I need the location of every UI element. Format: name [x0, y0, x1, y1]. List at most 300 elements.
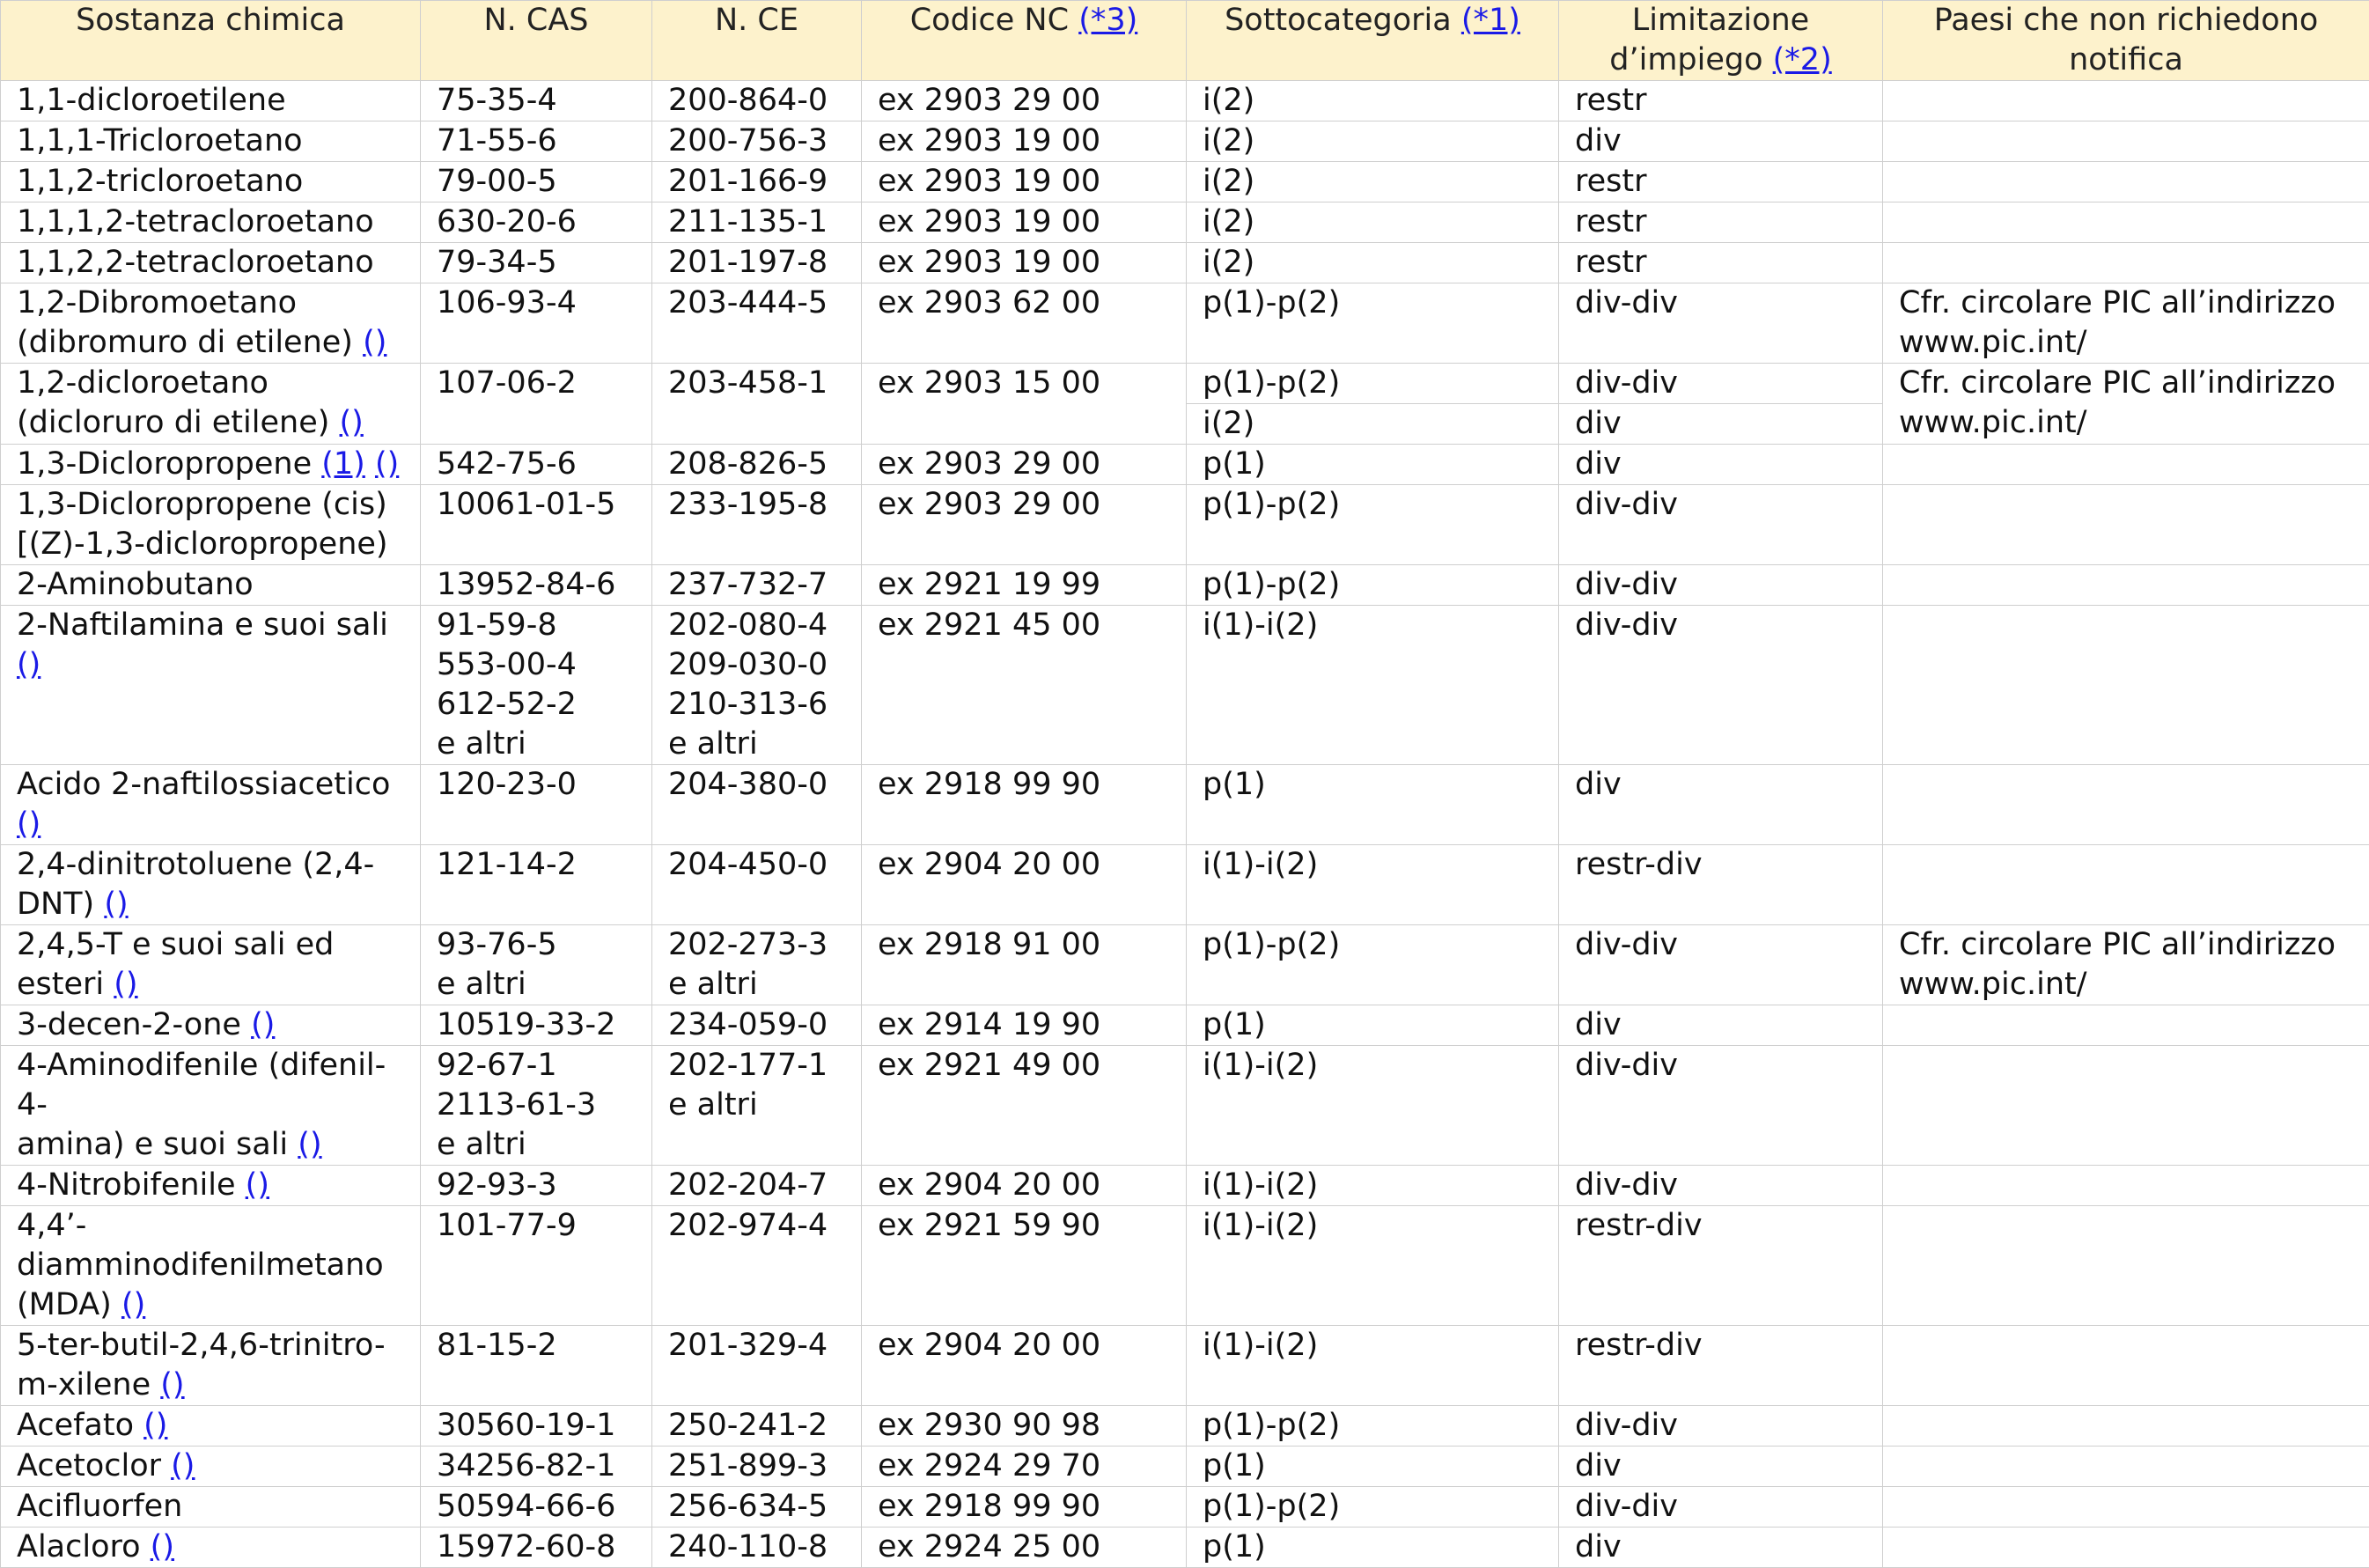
substance-name — [1, 606, 421, 765]
ce-number-line: 208-826-5 — [668, 445, 845, 484]
subcategory-value: p(1)-p(2) — [1203, 1408, 1340, 1443]
limitation — [1559, 1528, 1883, 1568]
cas-number-line: 2113-61-3 — [437, 1086, 636, 1125]
ce-number — [652, 485, 862, 565]
substance-name — [1, 845, 421, 925]
table-row — [1, 243, 2369, 283]
cas-number-line: 79-34-5 — [437, 243, 636, 283]
limitation-value: div — [1575, 1448, 1622, 1483]
limitation — [1559, 283, 1883, 364]
ce-number — [652, 1487, 862, 1528]
countries-note — [1883, 606, 2369, 765]
nc-code — [862, 565, 1187, 606]
footnote-link[interactable]: () — [104, 887, 128, 922]
substance-name-wrap — [17, 525, 404, 564]
subcategory-value: p(1) — [1203, 1529, 1266, 1564]
substance-name-line: [(Z)-1,3-dicloropropene) — [17, 526, 388, 562]
ce-number-line: 256-634-5 — [668, 1487, 845, 1527]
substance-name-line: Acido 2-naftilossiacetico — [17, 767, 390, 802]
subcategory-value: p(1)-p(2) — [1203, 927, 1340, 962]
subcategory — [1187, 1447, 1559, 1487]
substance-name-line: diamminodifenilmetano — [17, 1246, 404, 1285]
countries-note — [1883, 1528, 2369, 1568]
table-row — [1, 565, 2369, 606]
nc-code-value: ex 2903 19 00 — [878, 164, 1100, 199]
subcategory-value: p(1)-p(2) — [1203, 567, 1340, 602]
cas-number — [421, 1166, 652, 1206]
ce-number-line: 201-166-9 — [668, 162, 845, 202]
nc-code — [862, 81, 1187, 121]
cas-number — [421, 845, 652, 925]
limitation — [1559, 845, 1883, 925]
ce-number — [652, 845, 862, 925]
substance-name-wrap — [17, 565, 404, 605]
nc-code-value: ex 2930 90 98 — [878, 1408, 1100, 1443]
table-row — [1, 445, 2369, 485]
nc-code — [862, 1166, 1187, 1206]
ce-number-line: 240-110-8 — [668, 1528, 845, 1567]
header-substance-label: Sostanza chimica — [76, 3, 345, 38]
cas-number-line: 630-20-6 — [437, 202, 636, 242]
ce-number-line: e altri — [668, 725, 845, 764]
subcategory — [1187, 1005, 1559, 1046]
header-limitation — [1559, 1, 1883, 81]
footnote-link[interactable]: (1) — [321, 446, 365, 482]
nc-code-value: ex 2924 25 00 — [878, 1529, 1100, 1564]
nc-code — [862, 925, 1187, 1005]
ce-number-line: 209-030-0 — [668, 645, 845, 685]
limitation — [1559, 81, 1883, 121]
substance-name — [1, 1206, 421, 1326]
substance-name-line: 1,1,1,2-tetracloroetano — [17, 204, 374, 239]
subcategory-value: p(1) — [1203, 446, 1266, 482]
substance-name-wrap — [17, 965, 404, 1005]
footnote-link[interactable]: () — [251, 1007, 275, 1042]
substance-name-wrap — [17, 1125, 404, 1165]
cas-number — [421, 1326, 652, 1406]
ce-number-line: 250-241-2 — [668, 1406, 845, 1446]
limitation-value: div-div — [1575, 567, 1678, 602]
header-countries-label: Paesi che non richiedono — [1934, 3, 2319, 38]
substance-name — [1, 81, 421, 121]
nc-code-value: ex 2918 91 00 — [878, 927, 1100, 962]
substance-name-line: 1,1,2-tricloroetano — [17, 164, 303, 199]
nc-code — [862, 283, 1187, 364]
nc-code — [862, 485, 1187, 565]
ce-number-line: 202-177-1 — [668, 1046, 845, 1086]
ce-number — [652, 202, 862, 243]
nc-code — [862, 243, 1187, 283]
footnote-link-2[interactable]: (*2) — [1773, 42, 1832, 77]
substance-name — [1, 765, 421, 845]
nc-code-value: ex 2903 19 00 — [878, 245, 1100, 280]
nc-code — [862, 845, 1187, 925]
footnote-link[interactable]: () — [17, 647, 40, 682]
substance-name-line: 3-decen-2-one — [17, 1007, 241, 1042]
cas-number-line: 120-23-0 — [437, 765, 636, 805]
substance-name-line: 4-Nitrobifenile — [17, 1167, 236, 1203]
limitation — [1559, 1447, 1883, 1487]
substance-name — [1, 1528, 421, 1568]
nc-code-value: ex 2918 99 90 — [878, 767, 1100, 802]
substance-name-wrap — [17, 1447, 404, 1486]
table-row — [1, 1005, 2369, 1046]
substance-name-line: 1,3-Dicloropropene (cis) — [17, 485, 404, 525]
ce-number-line: 201-197-8 — [668, 243, 845, 283]
cas-number-line: e altri — [437, 965, 636, 1005]
ce-number-line: 200-756-3 — [668, 121, 845, 161]
cas-number-line: 553-00-4 — [437, 645, 636, 685]
limitation — [1559, 765, 1883, 845]
nc-code-value: ex 2914 19 90 — [878, 1007, 1100, 1042]
nc-code-value: ex 2903 29 00 — [878, 487, 1100, 522]
table-row — [1, 1046, 2369, 1166]
countries-note — [1883, 81, 2369, 121]
table-body — [1, 81, 2369, 1568]
cas-number-line: 121-14-2 — [437, 845, 636, 885]
subcategory — [1187, 1406, 1559, 1447]
substance-name-line: 1,2-dicloroetano — [17, 364, 404, 403]
footnote-link[interactable]: () — [114, 967, 137, 1002]
subcategory — [1187, 1046, 1559, 1166]
ce-number-line: 202-974-4 — [668, 1206, 845, 1246]
nc-code-value: ex 2904 20 00 — [878, 847, 1100, 882]
substance-name — [1, 283, 421, 364]
substance-name-line: 4,4’- — [17, 1206, 404, 1246]
substance-name — [1, 1326, 421, 1406]
countries-note-line: www.pic.int/ — [1899, 403, 2353, 443]
substance-name-wrap — [17, 121, 404, 161]
footnote-link[interactable]: () — [143, 1408, 167, 1443]
limitation — [1559, 1005, 1883, 1046]
substance-name-line: (dicloruro di etilene) — [17, 405, 329, 440]
footnote-link-1[interactable]: (*1) — [1461, 3, 1520, 38]
ce-number-line: 202-080-4 — [668, 606, 845, 645]
nc-code-value: ex 2921 59 90 — [878, 1208, 1100, 1243]
substance-name-line: 1,1-dicloroetilene — [17, 83, 286, 118]
substance-name-wrap — [17, 765, 404, 844]
cas-number-line: 612-52-2 — [437, 685, 636, 725]
footnote-link[interactable]: () — [160, 1367, 184, 1402]
ce-number — [652, 364, 862, 445]
substance-name — [1, 364, 421, 445]
cas-number — [421, 1406, 652, 1447]
cas-number-line: 79-00-5 — [437, 162, 636, 202]
footnote-link[interactable]: () — [121, 1287, 145, 1322]
ce-number-line: 203-458-1 — [668, 364, 845, 403]
limitation — [1559, 243, 1883, 283]
substance-name-line: Acifluorfen — [17, 1489, 182, 1524]
subcategory-value: i(2) — [1203, 245, 1254, 280]
limitation-value: restr — [1575, 83, 1647, 118]
nc-code-value: ex 2903 15 00 — [878, 365, 1100, 401]
limitation — [1559, 1046, 1883, 1166]
countries-note — [1883, 283, 2369, 364]
nc-code-value: ex 2921 19 99 — [878, 567, 1100, 602]
limitation-value: div — [1575, 1529, 1622, 1564]
limitation-value: div-div — [1575, 1167, 1678, 1203]
ce-number — [652, 121, 862, 162]
cas-number — [421, 243, 652, 283]
substance-name-line: Alacloro — [17, 1529, 141, 1564]
limitation — [1559, 1166, 1883, 1206]
cas-number-line: 81-15-2 — [437, 1326, 636, 1366]
countries-note — [1883, 845, 2369, 925]
ce-number-line: 200-864-0 — [668, 81, 845, 121]
ce-number-line: 210-313-6 — [668, 685, 845, 725]
limitation — [1559, 202, 1883, 243]
substance-name-wrap — [17, 1528, 404, 1567]
footnote-link[interactable]: () — [375, 446, 399, 482]
subcategory-value: p(1)-p(2) — [1203, 487, 1340, 522]
substance-name-wrap — [17, 81, 404, 121]
nc-code-value: ex 2903 19 00 — [878, 204, 1100, 239]
subcategory — [1187, 1166, 1559, 1206]
header-cas-label: N. CAS — [483, 3, 588, 38]
countries-note — [1883, 485, 2369, 565]
substance-name-line: (MDA) — [17, 1287, 112, 1322]
cas-number-line: 101-77-9 — [437, 1206, 636, 1246]
ce-number — [652, 1166, 862, 1206]
table-row — [1, 1447, 2369, 1487]
limitation-value: div-div — [1575, 607, 1678, 643]
limitation — [1559, 121, 1883, 162]
subcategory — [1187, 1326, 1559, 1406]
nc-code — [862, 364, 1187, 445]
substance-name-wrap — [17, 1366, 404, 1405]
substance-name-wrap — [17, 243, 404, 283]
limitation-value: div — [1575, 1007, 1622, 1042]
subcategory — [1187, 565, 1559, 606]
nc-code — [862, 162, 1187, 202]
nc-code-value: ex 2921 49 00 — [878, 1048, 1100, 1083]
countries-note-line: Cfr. circolare PIC all’indirizzo — [1899, 283, 2353, 323]
limitation-value: div — [1575, 446, 1622, 482]
subcategory — [1187, 845, 1559, 925]
ce-number-line: 204-450-0 — [668, 845, 845, 885]
substance-name-line: 2-Aminobutano — [17, 567, 254, 602]
substance-name-line: esteri — [17, 967, 104, 1002]
header-ce-label: N. CE — [715, 3, 798, 38]
cas-number — [421, 283, 652, 364]
substance-name — [1, 925, 421, 1005]
substance-name-line: 1,1,1-Tricloroetano — [17, 123, 303, 158]
subcategory-value: p(1)-p(2) — [1203, 285, 1340, 320]
substance-name-wrap — [17, 202, 404, 242]
substance-name — [1, 162, 421, 202]
substance-name-line: 4-Aminodifenile (difenil-4- — [17, 1046, 404, 1125]
nc-code — [862, 1206, 1187, 1326]
substance-name-line: DNT) — [17, 887, 94, 922]
ce-number — [652, 1206, 862, 1326]
cas-number — [421, 925, 652, 1005]
limitation-value: div-div — [1575, 285, 1678, 320]
cas-number — [421, 364, 652, 445]
ce-number — [652, 162, 862, 202]
footnote-link[interactable]: () — [298, 1127, 321, 1162]
countries-note — [1883, 565, 2369, 606]
countries-note-line: Cfr. circolare PIC all’indirizzo — [1899, 925, 2353, 965]
ce-number — [652, 1406, 862, 1447]
subcategory-value: i(1)-i(2) — [1203, 1048, 1318, 1083]
cas-number-line: 15972-60-8 — [437, 1528, 636, 1567]
subcategory — [1187, 1528, 1559, 1568]
subcategory-value: i(1)-i(2) — [1203, 1328, 1318, 1363]
countries-note — [1883, 445, 2369, 485]
substance-name — [1, 243, 421, 283]
limitation-value: div — [1575, 406, 1622, 441]
limitation-value: div-div — [1575, 365, 1678, 401]
cas-number — [421, 81, 652, 121]
limitation — [1559, 565, 1883, 606]
subcategory — [1187, 485, 1559, 565]
table-row — [1, 81, 2369, 121]
substance-name — [1, 202, 421, 243]
table-row — [1, 606, 2369, 765]
header-countries — [1883, 1, 2369, 81]
limitation-value: div-div — [1575, 1048, 1678, 1083]
ce-number — [652, 81, 862, 121]
cas-number — [421, 162, 652, 202]
countries-note — [1883, 1326, 2369, 1406]
ce-number-line: 201-329-4 — [668, 1326, 845, 1366]
subcategory-value: i(1)-i(2) — [1203, 847, 1318, 882]
cas-number — [421, 485, 652, 565]
table-row — [1, 1406, 2369, 1447]
subcategory — [1187, 404, 1559, 445]
limitation — [1559, 485, 1883, 565]
substance-name-line: amina) e suoi sali — [17, 1127, 288, 1162]
cas-number-line: 75-35-4 — [437, 81, 636, 121]
ce-number — [652, 1046, 862, 1166]
substance-name-wrap — [17, 885, 404, 924]
substance-name-wrap — [17, 1487, 404, 1527]
subcategory — [1187, 925, 1559, 1005]
table-row — [1, 485, 2369, 565]
header-limitation-label: Limitazione — [1632, 3, 1809, 38]
cas-number-line: 10519-33-2 — [437, 1005, 636, 1045]
nc-code-value: ex 2921 45 00 — [878, 607, 1100, 643]
nc-code — [862, 121, 1187, 162]
limitation — [1559, 1406, 1883, 1447]
cas-number-line: 107-06-2 — [437, 364, 636, 403]
cas-number-line: 92-67-1 — [437, 1046, 636, 1086]
footnote-link[interactable]: () — [17, 806, 40, 842]
limitation-value: div-div — [1575, 927, 1678, 962]
ce-number — [652, 283, 862, 364]
nc-code-value: ex 2904 20 00 — [878, 1328, 1100, 1363]
countries-note — [1883, 765, 2369, 845]
ce-number-line: 234-059-0 — [668, 1005, 845, 1045]
cas-number-line: e altri — [437, 1125, 636, 1165]
footnote-link[interactable]: () — [340, 405, 364, 440]
nc-code — [862, 1046, 1187, 1166]
ce-number — [652, 1528, 862, 1568]
subcategory — [1187, 243, 1559, 283]
nc-code-value: ex 2903 29 00 — [878, 446, 1100, 482]
cas-number — [421, 565, 652, 606]
substance-name-wrap — [17, 445, 404, 484]
ce-number-line: e altri — [668, 1086, 845, 1125]
limitation-value: restr — [1575, 204, 1647, 239]
subcategory-value: i(2) — [1203, 164, 1254, 199]
countries-note — [1883, 121, 2369, 162]
cas-number-line: 92-93-3 — [437, 1166, 636, 1205]
substance-name-line: m-xilene — [17, 1367, 151, 1402]
nc-code-value: ex 2918 99 90 — [878, 1489, 1100, 1524]
header-cas — [421, 1, 652, 81]
footnote-link[interactable]: () — [151, 1529, 174, 1564]
table-row — [1, 765, 2369, 845]
cas-number-line: 34256-82-1 — [437, 1447, 636, 1486]
cas-number — [421, 765, 652, 845]
ce-number — [652, 925, 862, 1005]
cas-number — [421, 1528, 652, 1568]
footnote-link[interactable]: () — [363, 325, 386, 360]
substance-name-line: 1,2-Dibromoetano — [17, 283, 404, 323]
footnote-link[interactable]: () — [171, 1448, 195, 1483]
limitation-value: restr-div — [1575, 1328, 1703, 1363]
cas-number — [421, 606, 652, 765]
cas-number — [421, 1447, 652, 1487]
table-row — [1, 845, 2369, 925]
limitation — [1559, 445, 1883, 485]
cas-number-line: 30560-19-1 — [437, 1406, 636, 1446]
limitation-value: restr-div — [1575, 847, 1703, 882]
limitation — [1559, 606, 1883, 765]
subcategory-value: p(1)-p(2) — [1203, 365, 1340, 401]
ce-number-line: e altri — [668, 965, 845, 1005]
countries-note-line: www.pic.int/ — [1899, 323, 2353, 363]
table-row — [1, 121, 2369, 162]
cas-number-line: 13952-84-6 — [437, 565, 636, 605]
table-row — [1, 202, 2369, 243]
subcategory-value: i(2) — [1203, 83, 1254, 118]
substance-name — [1, 1046, 421, 1166]
nc-code — [862, 606, 1187, 765]
countries-note — [1883, 925, 2369, 1005]
substance-name-line: 2-Naftilamina e suoi sali — [17, 607, 388, 643]
ce-number-line: 211-135-1 — [668, 202, 845, 242]
nc-code — [862, 1005, 1187, 1046]
countries-note-line: www.pic.int/ — [1899, 965, 2353, 1005]
substance-name — [1, 565, 421, 606]
ce-number — [652, 1447, 862, 1487]
substance-name-line: Acefato — [17, 1408, 134, 1443]
substance-name — [1, 1005, 421, 1046]
cas-number — [421, 121, 652, 162]
ce-number-line: 202-273-3 — [668, 925, 845, 965]
cas-number — [421, 1206, 652, 1326]
nc-code — [862, 1528, 1187, 1568]
footnote-link[interactable]: () — [246, 1167, 269, 1203]
limitation-value: div — [1575, 767, 1622, 802]
subcategory-value: i(1)-i(2) — [1203, 1208, 1318, 1243]
subcategory-value: i(1)-i(2) — [1203, 607, 1318, 643]
limitation — [1559, 1326, 1883, 1406]
nc-code-value: ex 2903 19 00 — [878, 123, 1100, 158]
countries-note — [1883, 1046, 2369, 1166]
countries-note — [1883, 1487, 2369, 1528]
cas-number-line: 10061-01-5 — [437, 485, 636, 525]
countries-note — [1883, 1206, 2369, 1326]
nc-code-value: ex 2904 20 00 — [878, 1167, 1100, 1203]
cas-number-line: 91-59-8 — [437, 606, 636, 645]
ce-number-line: 237-732-7 — [668, 565, 845, 605]
footnote-link-3[interactable]: (*3) — [1078, 3, 1137, 38]
nc-code-value: ex 2903 62 00 — [878, 285, 1100, 320]
ce-number — [652, 606, 862, 765]
